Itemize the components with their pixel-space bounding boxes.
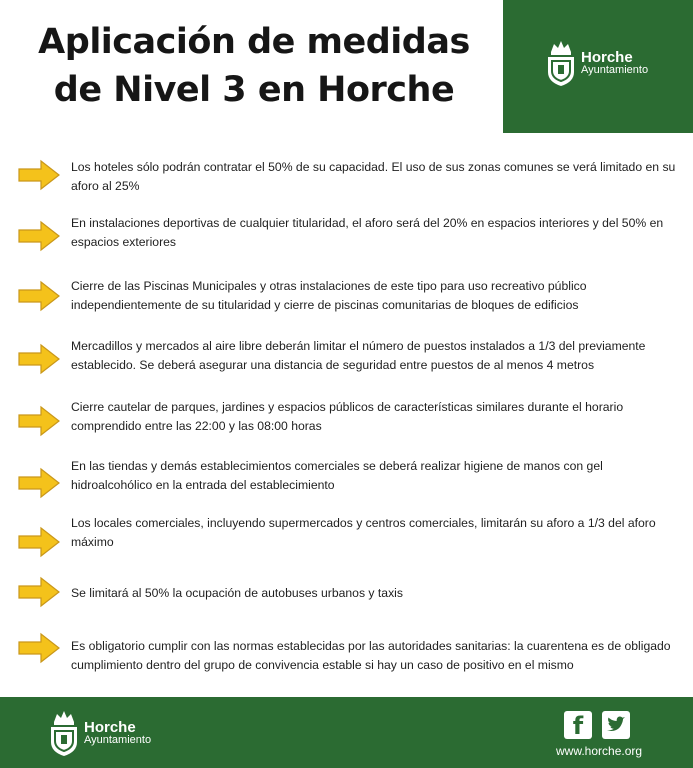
arrow-right-icon: [18, 405, 60, 437]
item-text: En instalaciones deportivas de cualquier titularidad, el aforo será del 20% en espacios interiores y del 50% en espacios exteriores: [71, 216, 664, 249]
title-line-1: Aplicación de medidas: [38, 22, 470, 62]
footer-brand-subtitle: Ayuntamiento: [84, 734, 152, 746]
footer: [0, 697, 693, 768]
footer-horche-logo: [48, 705, 151, 761]
social-links: [564, 711, 630, 739]
item-text: Mercadillos y mercados al aire libre deberán limitar el número de puestos instalados a 1/3 del previamente establecido. Se deberá asegurar una distancia de seguridad entre puestos de al menos 4 metros: [71, 339, 646, 372]
coat-of-arms-icon: [545, 38, 577, 88]
brand-box: [503, 0, 693, 133]
page-title: [14, 18, 494, 114]
arrow-right-icon: [18, 632, 60, 664]
item-text: Los hoteles sólo podrán contratar el 50% de su capacidad. El uso de sus zonas comunes se verá limitado en su aforo al 25%: [71, 160, 676, 193]
arrow-right-icon: [18, 220, 60, 252]
brand-name: Horche: [581, 49, 633, 66]
item-text: Los locales comerciales, incluyendo supermercados y centros comerciales, limitarán su aforo a 1/3 del aforo máximo: [71, 516, 656, 549]
item-text: Cierre de las Piscinas Municipales y otras instalaciones de este tipo para uso recreativo público independientemente de su titularidad y cierre de piscinas comunitarias de bloques de edificios: [71, 279, 587, 312]
title-line-2: de Nivel 3 en Horche: [53, 70, 455, 110]
twitter-icon[interactable]: [602, 711, 630, 739]
arrow-right-icon: [18, 526, 60, 558]
arrow-right-icon: [18, 576, 60, 608]
arrow-right-icon: [18, 280, 60, 312]
item-text: Se limitará al 50% la ocupación de autobuses urbanos y taxis: [71, 586, 403, 600]
horche-logo: [545, 38, 648, 88]
item-text: Cierre cautelar de parques, jardines y espacios públicos de características similares durante el horario comprendido entre las 22:00 y las 08:00 horas: [71, 400, 624, 433]
item-text: Es obligatorio cumplir con las normas establecidas por las autoridades sanitarias: la cuarentena es de obligado cumplimiento dentro del grupo de convivencia estable si hay un caso de positivo en el mismo: [71, 639, 671, 672]
website-link[interactable]: www.horche.org: [556, 744, 643, 758]
arrow-right-icon: [18, 343, 60, 375]
brand-subtitle: Ayuntamiento: [581, 64, 649, 76]
footer-brand-name: Horche: [84, 719, 136, 736]
coat-of-arms-icon: [48, 705, 80, 761]
item-text: En las tiendas y demás establecimientos comerciales se deberá realizar higiene de manos con gel hidroalcohólico en la entrada del establecimiento: [71, 459, 603, 492]
arrow-right-icon: [18, 159, 60, 191]
facebook-icon[interactable]: f: [564, 711, 592, 739]
arrow-right-icon: [18, 467, 60, 499]
